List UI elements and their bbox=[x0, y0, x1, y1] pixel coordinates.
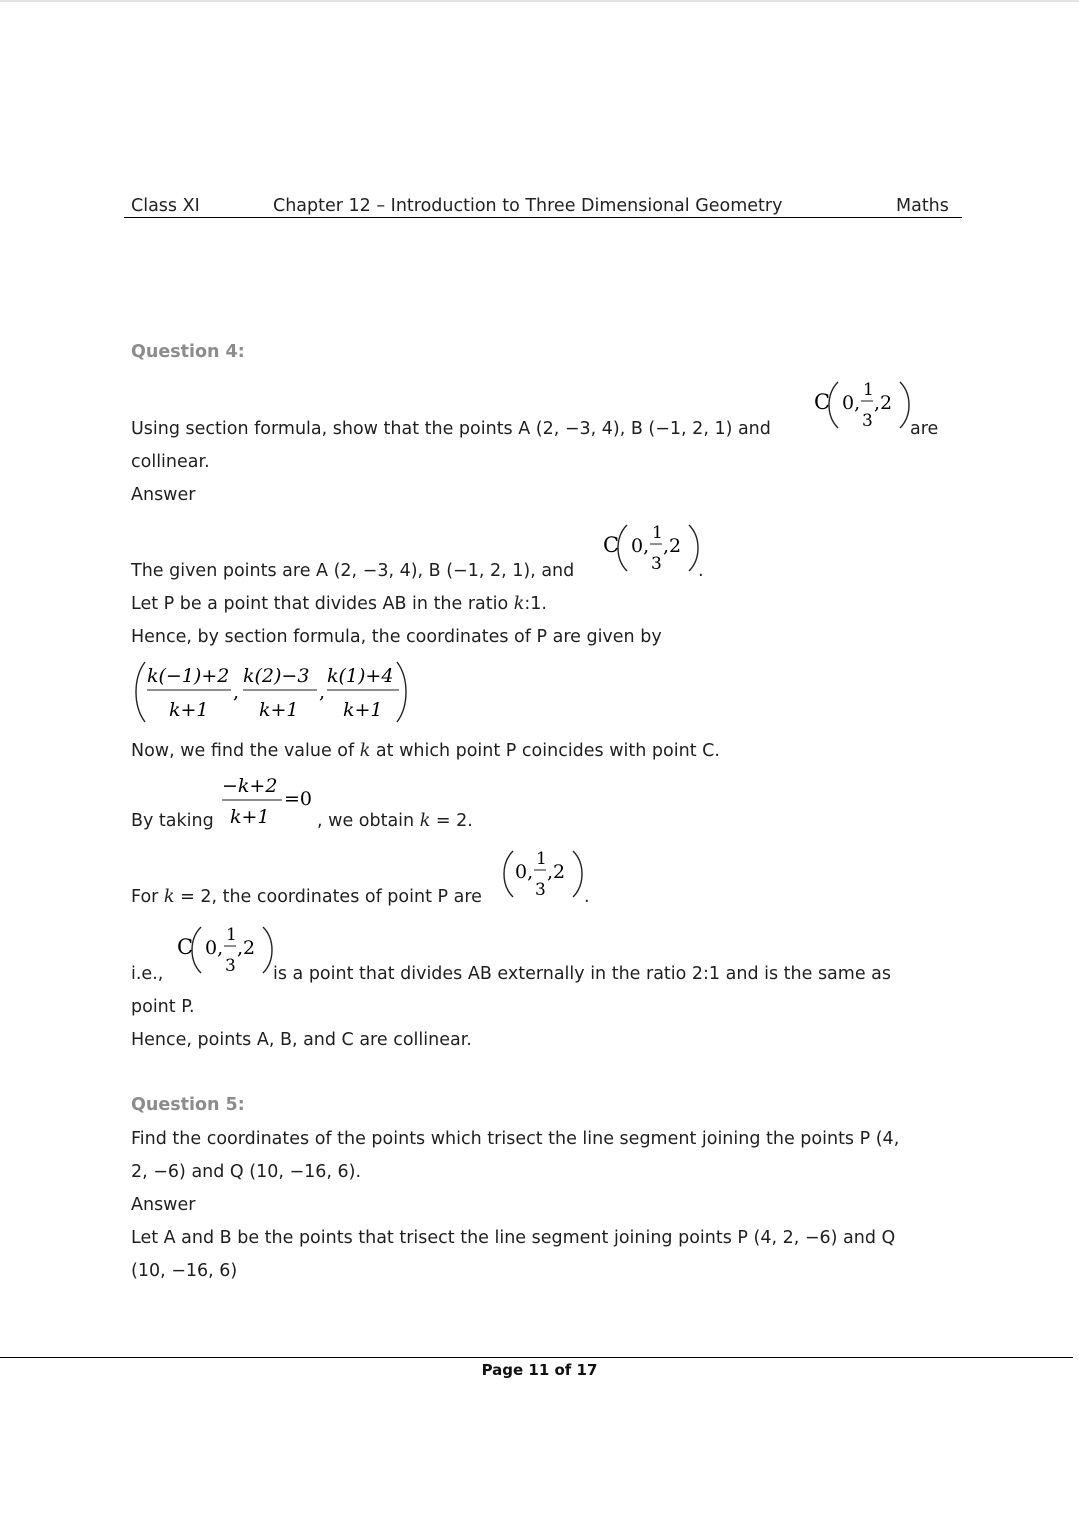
svg-text:3: 3 bbox=[651, 554, 662, 574]
point-c-math bbox=[814, 376, 910, 432]
svg-text:0,: 0, bbox=[205, 937, 224, 959]
svg-text:−k+2: −k+2 bbox=[222, 775, 278, 797]
svg-text:,: , bbox=[233, 681, 240, 703]
svg-text:k+1: k+1 bbox=[343, 699, 383, 721]
question-4-heading: Question 4: bbox=[131, 342, 245, 362]
q4-conclusion: Hence, points A, B, and C are collinear. bbox=[131, 1030, 472, 1050]
footer-rule bbox=[0, 1357, 1073, 1358]
q4-answer-label: Answer bbox=[131, 485, 196, 505]
header-class: Class XI bbox=[131, 196, 200, 216]
svg-text:,: , bbox=[319, 681, 326, 703]
svg-text:,2: ,2 bbox=[874, 392, 893, 414]
q4-by-taking: By taking bbox=[131, 811, 214, 831]
svg-text:k+1: k+1 bbox=[230, 806, 270, 828]
question-5-heading: Question 5: bbox=[131, 1095, 245, 1115]
top-border bbox=[0, 0, 1079, 2]
q4-hence-formula: Hence, by section formula, the coordinates of P are given by bbox=[131, 627, 662, 647]
svg-text:3: 3 bbox=[535, 880, 546, 900]
header-subject: Maths bbox=[896, 196, 949, 216]
svg-text:k+1: k+1 bbox=[169, 699, 209, 721]
svg-text:k(2)−3: k(2)−3 bbox=[243, 665, 310, 687]
svg-text:k(−1)+2: k(−1)+2 bbox=[147, 665, 230, 687]
point-p-math bbox=[503, 845, 583, 901]
svg-text:C: C bbox=[814, 390, 831, 414]
point-c-math bbox=[177, 921, 273, 977]
q4-text-start: Using section formula, show that the points A (2, −3, 4), B (−1, 2, 1) and bbox=[131, 419, 771, 439]
svg-text:0,: 0, bbox=[515, 861, 534, 883]
svg-text:1: 1 bbox=[863, 380, 874, 400]
svg-text:1: 1 bbox=[226, 925, 237, 945]
q5-answer-line2: (10, −16, 6) bbox=[131, 1261, 238, 1281]
svg-text:3: 3 bbox=[225, 956, 236, 976]
q5-line1: Find the coordinates of the points which trisect the line segment joining the points P (4, bbox=[131, 1129, 900, 1149]
header-chapter: Chapter 12 – Introduction to Three Dimensional Geometry bbox=[273, 196, 783, 216]
q4-for-k-period: . bbox=[584, 887, 590, 907]
svg-text:k+1: k+1 bbox=[259, 699, 299, 721]
q4-we-obtain: , we obtain k = 2. bbox=[317, 811, 473, 831]
svg-text:3: 3 bbox=[862, 411, 873, 431]
section-formula-math bbox=[131, 658, 416, 726]
svg-text:0,: 0, bbox=[631, 535, 650, 557]
svg-text:0,: 0, bbox=[842, 392, 861, 414]
q4-find-k: Now, we find the value of k at which point P coincides with point C. bbox=[131, 741, 720, 761]
q4-point-p: point P. bbox=[131, 997, 195, 1017]
point-c-math bbox=[603, 519, 699, 575]
q4-given-points: The given points are A (2, −3, 4), B (−1, 2, 1), and bbox=[131, 561, 575, 581]
q4-ie: i.e., bbox=[131, 964, 164, 984]
svg-text:C: C bbox=[177, 935, 194, 959]
svg-text:k(1)+4: k(1)+4 bbox=[327, 665, 394, 687]
svg-text:1: 1 bbox=[536, 849, 547, 869]
page-number: Page 11 of 17 bbox=[481, 1361, 598, 1379]
q4-text-collinear: collinear. bbox=[131, 452, 210, 472]
header-rule bbox=[124, 217, 962, 218]
svg-text:C: C bbox=[603, 533, 620, 557]
q5-answer-label: Answer bbox=[131, 1195, 196, 1215]
q5-answer-line1: Let A and B be the points that trisect the line segment joining points P (4, 2, −6) and Q bbox=[131, 1228, 896, 1248]
q4-ie-rest: is a point that divides AB externally in the ratio 2:1 and is the same as bbox=[273, 964, 892, 984]
q4-given-period: . bbox=[698, 561, 704, 581]
q4-for-k: For k = 2, the coordinates of point P are bbox=[131, 887, 482, 907]
q4-text-are: are bbox=[910, 419, 939, 439]
svg-text:1: 1 bbox=[652, 523, 663, 543]
q4-let-p: Let P be a point that divides AB in the ratio k:1. bbox=[131, 594, 547, 614]
svg-text:=0: =0 bbox=[284, 788, 313, 810]
svg-text:,2: ,2 bbox=[663, 535, 682, 557]
q5-line2: 2, −6) and Q (10, −16, 6). bbox=[131, 1162, 362, 1182]
svg-text:,2: ,2 bbox=[547, 861, 566, 883]
equation-math bbox=[220, 772, 320, 830]
svg-text:,2: ,2 bbox=[237, 937, 256, 959]
